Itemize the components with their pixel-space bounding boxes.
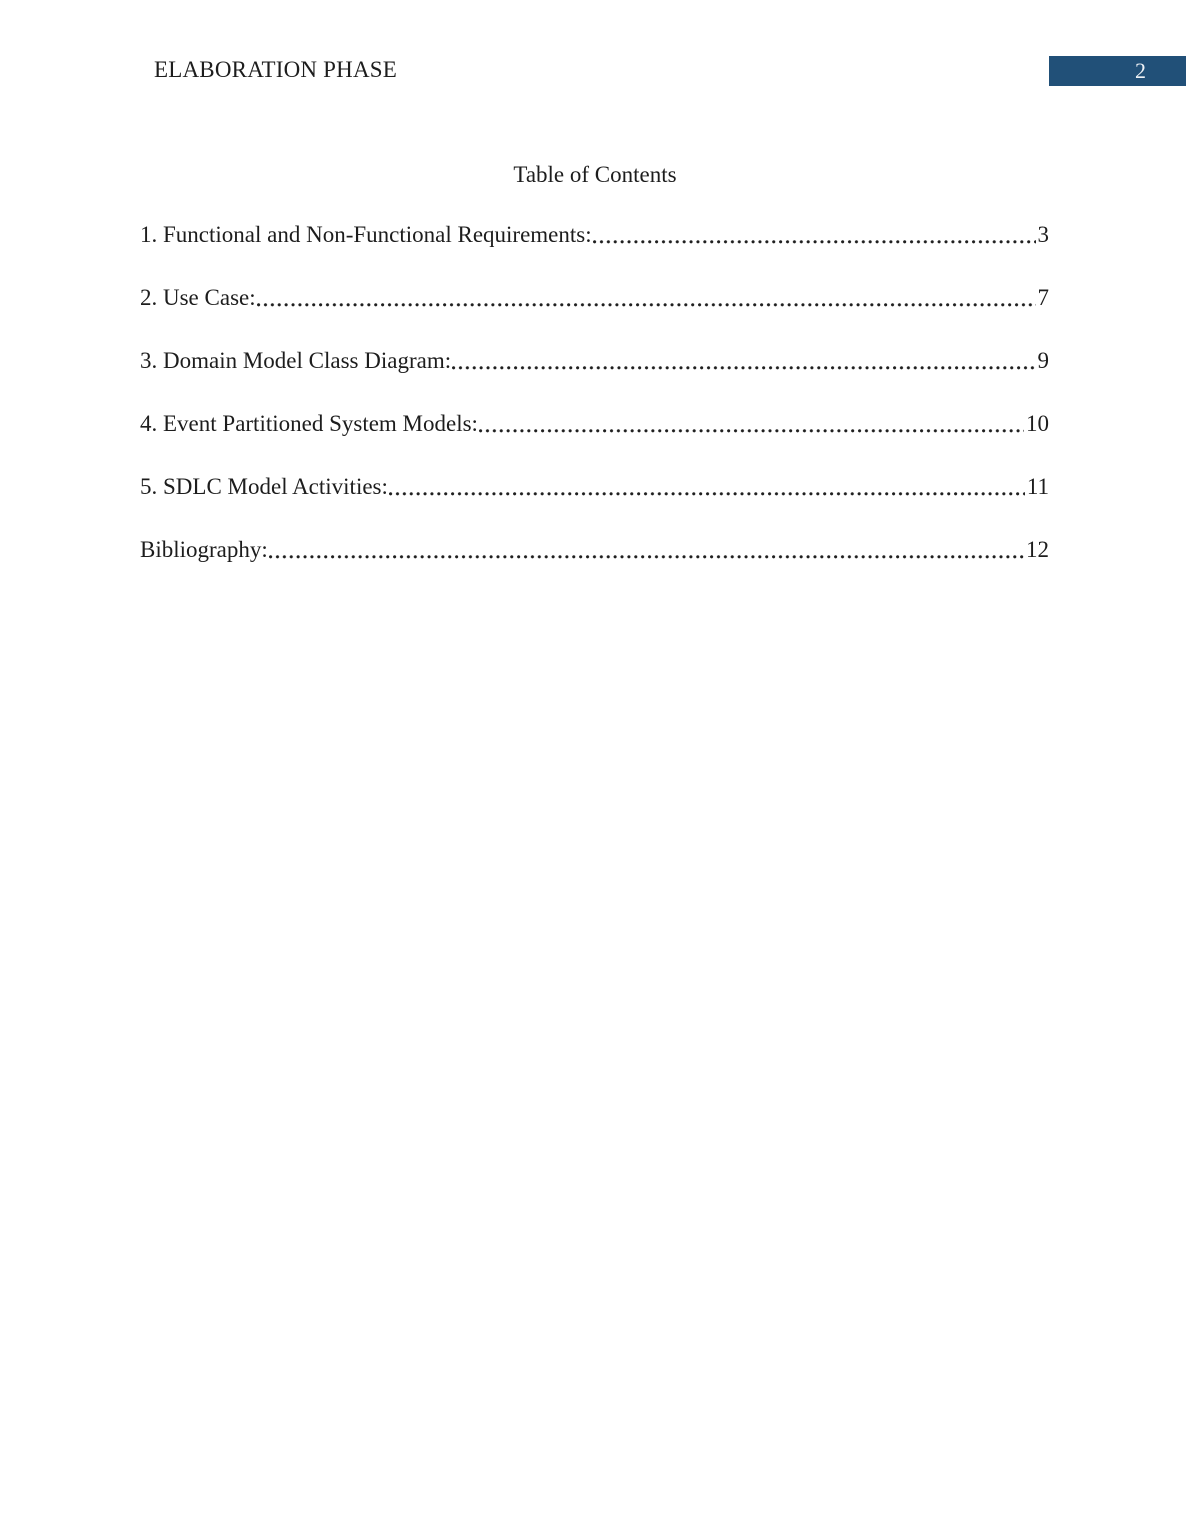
- toc-entry: [140, 345, 1049, 374]
- toc-entry: [140, 534, 1049, 563]
- dot-leader: [593, 240, 1036, 244]
- toc-entry: [140, 219, 1049, 248]
- toc-entry-label: 2. Use Case:: [140, 285, 256, 310]
- toc-list: [140, 219, 1049, 597]
- toc-entry-label: 4. Event Partitioned System Models:: [140, 411, 478, 436]
- dot-leader: [389, 492, 1025, 496]
- running-header-title: ELABORATION PHASE: [154, 57, 397, 82]
- toc-entry-page: 11: [1026, 474, 1049, 499]
- dot-leader: [269, 555, 1024, 559]
- toc-entry-label: 1. Functional and Non-Functional Requirements:: [140, 222, 592, 247]
- page-number-badge: [1049, 56, 1186, 86]
- toc-entry-page: 10: [1026, 411, 1049, 436]
- toc-entry-label: 5. SDLC Model Activities:: [140, 474, 388, 499]
- toc-entry-label: 3. Domain Model Class Diagram:: [140, 348, 452, 373]
- dot-leader: [452, 366, 1035, 370]
- dot-leader: [257, 303, 1036, 307]
- toc-entry-page: 12: [1026, 537, 1049, 562]
- page-number: 2: [1135, 58, 1146, 83]
- toc-entry-label: Bibliography:: [140, 537, 268, 562]
- toc-entry: [140, 282, 1049, 311]
- toc-entry: [140, 408, 1049, 437]
- dot-leader: [479, 429, 1024, 433]
- toc-entry-page: 9: [1037, 348, 1049, 373]
- toc-entry: [140, 471, 1049, 500]
- toc-entry-page: 7: [1037, 285, 1049, 310]
- toc-entry-page: 3: [1037, 222, 1049, 247]
- toc-title: Table of Contents: [513, 162, 677, 187]
